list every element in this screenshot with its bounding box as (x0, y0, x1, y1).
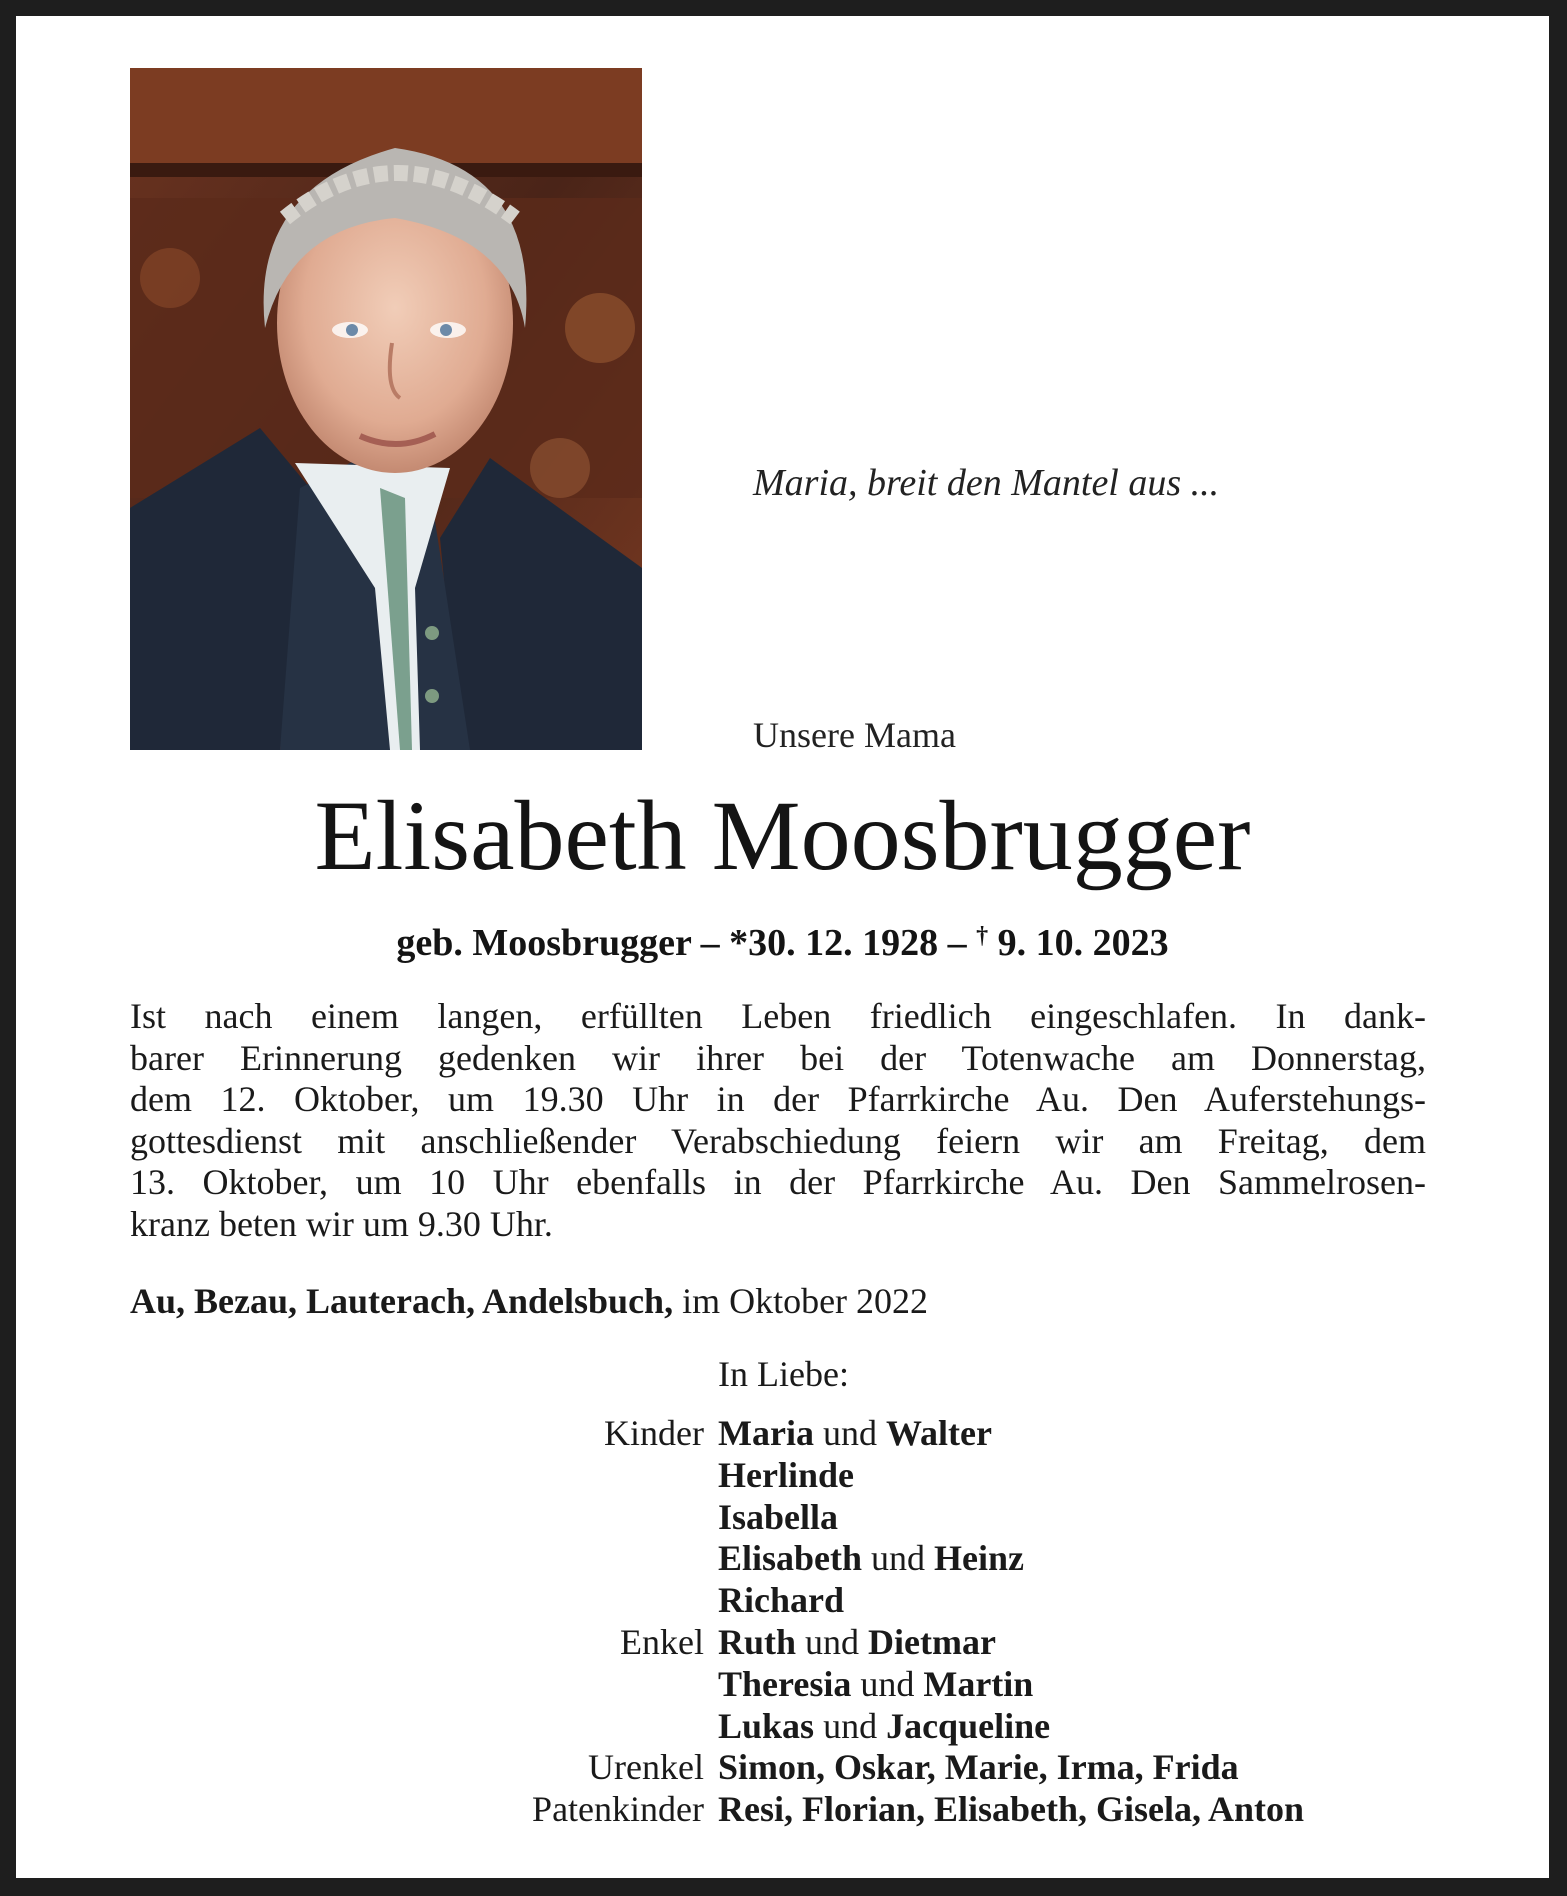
birth-name: geb. Moosbrugger (396, 922, 692, 964)
family-name: Richard (718, 1580, 844, 1621)
family-name: Maria (718, 1413, 814, 1453)
family-name: Simon, Oskar, Marie, Irma, Frida (718, 1747, 1239, 1788)
portrait-image (130, 68, 642, 750)
family-row (16, 1455, 1549, 1497)
family-name: Herlinde (718, 1454, 854, 1495)
text-line: gottesdienst mit anschließender Verabschiedung feiern wir am Freitag, dem (130, 1120, 1426, 1161)
obituary-text (130, 996, 1426, 1245)
conjunction: und (814, 1705, 887, 1746)
family-name: Isabella (718, 1496, 839, 1537)
family-row (16, 1789, 1549, 1831)
family-name: Walter (885, 1413, 992, 1453)
family-names (718, 1789, 1304, 1831)
family-name: Lukas (718, 1705, 815, 1746)
family-row (16, 1497, 1549, 1539)
text-line: dem 12. Oktober, um 19.30 Uhr in der Pfarrkirche Au. Den Auferstehungs- (130, 1079, 1426, 1119)
family-name: Theresia (718, 1663, 852, 1704)
text-line: 13. Oktober, um 10 Uhr ebenfalls in der Pfarrkirche Au. Den Sammelrosen- (130, 1162, 1426, 1202)
family-names (718, 1622, 996, 1664)
conjunction: und (813, 1413, 886, 1453)
place-date-line (130, 1280, 928, 1322)
places: Au, Bezau, Lauterach, Andelsbuch, (130, 1281, 674, 1321)
family-name: Resi, Florian, Elisabeth, Gisela, Anton (718, 1789, 1305, 1830)
relation-label: Patenkinder (532, 1789, 704, 1830)
relation-label: Urenkel (588, 1747, 704, 1788)
text-line: Ist nach einem langen, erfüllten Leben friedlich eingeschlafen. In dank- (130, 996, 1426, 1036)
motto-quote: Maria, breit den Mantel aus ... (753, 462, 1220, 504)
conjunction: und (796, 1621, 869, 1662)
obituary-page (16, 16, 1549, 1878)
birth-date: *30. 12. 1928 (729, 922, 939, 964)
family-list (16, 1413, 1549, 1831)
family-names (718, 1497, 838, 1539)
deceased-name: Elisabeth Moosbrugger (314, 780, 1251, 891)
family-name: Elisabeth (718, 1538, 863, 1579)
conjunction: und (851, 1663, 924, 1704)
family-row (16, 1538, 1549, 1580)
dates-line: geb. Moosbrugger – *30. 12. 1928 – † 9. 10. 2023 (396, 922, 1169, 964)
family-row (16, 1580, 1549, 1622)
family-names (718, 1747, 1239, 1789)
text-line: kranz beten wir um 9.30 Uhr. (130, 1203, 553, 1244)
family-row (16, 1664, 1549, 1706)
family-name: Dietmar (868, 1621, 996, 1662)
family-name: Heinz (934, 1538, 1025, 1579)
place-date: im Oktober 2022 (682, 1281, 929, 1321)
death-symbol: † (976, 923, 989, 949)
conjunction: und (862, 1538, 935, 1579)
relation-label: Kinder (604, 1413, 704, 1453)
family-names (718, 1706, 1050, 1748)
intro-line: Unsere Mama (753, 715, 956, 755)
family-names (718, 1455, 854, 1497)
text-line: barer Erinnerung gedenken wir ihrer bei der Totenwache am Donnerstag, (130, 1037, 1426, 1078)
family-row (16, 1706, 1549, 1748)
family-names (718, 1413, 992, 1455)
family-row (16, 1622, 1549, 1664)
family-row (16, 1747, 1549, 1789)
family-name: Jacqueline (886, 1705, 1051, 1746)
in-love-line: In Liebe: (718, 1354, 849, 1394)
family-names (718, 1664, 1033, 1706)
portrait-photo (130, 68, 642, 750)
family-names (718, 1538, 1024, 1580)
family-row (16, 1413, 1549, 1455)
relation-label: Enkel (620, 1621, 704, 1662)
family-name: Ruth (718, 1621, 797, 1662)
family-name: Martin (923, 1663, 1034, 1704)
death-date: 9. 10. 2023 (997, 922, 1169, 964)
family-names (718, 1580, 844, 1622)
